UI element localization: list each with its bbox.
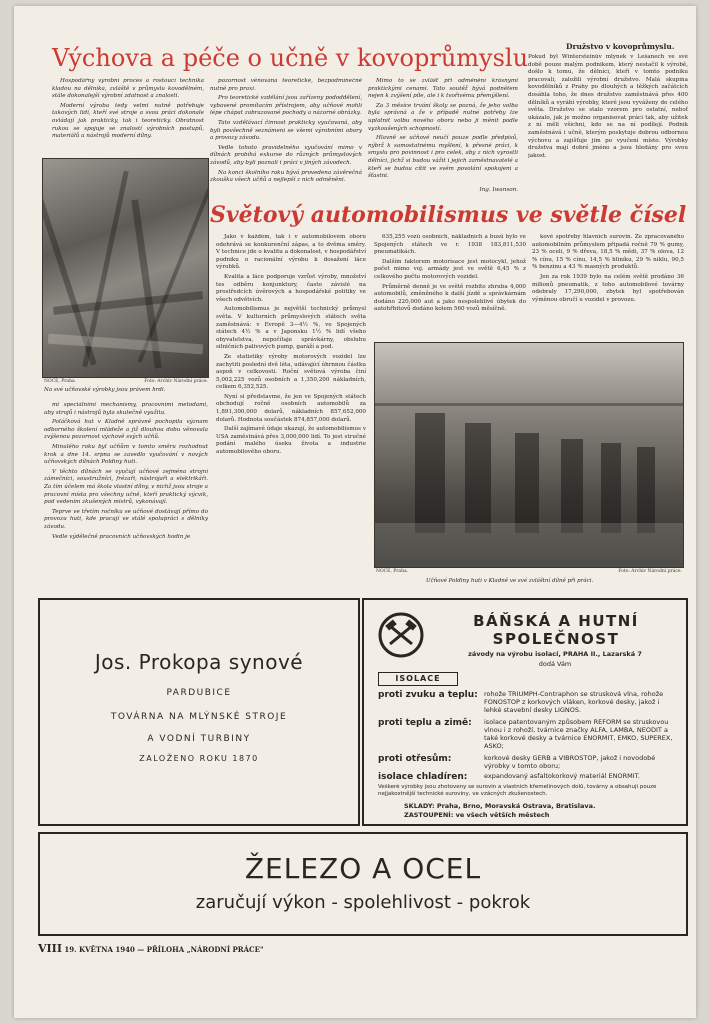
coop-title: Družstvo v kovoprůmyslu. xyxy=(566,42,675,51)
article-title-vychova: Výchova a péče o učně v kovoprůmyslu xyxy=(52,44,529,72)
photo2-caption: Učňové Poldiny huti v Kladně ve své zvláštní dílně při práci. xyxy=(426,578,594,584)
article2-col1-p4: Ze statistiky výroby motorových vozidel lze zachytiti poslední dvě léta, udávající úhrnnou částku aspoň v celkovosti. Roční světová výroba činí 5,002,225 vozů osobních a 1,350,200 nákladních, celkem 6,352,525. xyxy=(216,353,366,391)
ad-banska-title1: BÁŇSKÁ A HUTNÍ xyxy=(473,612,639,630)
ad-zelezo-headline: ŽELEZO A OCEL xyxy=(244,852,482,885)
ad-banska-branches-label: SKLADY: xyxy=(404,802,435,810)
article1-col2-p5: Na konci školního roku bývá provedena závěrečná zkouška všech učňů a nejlepší z nich odměněni. xyxy=(210,169,362,184)
article1-col1-p1: Moderní výroba tedy velmi nutně potřebuje takových lidí, kteří své stroje a svou práci dokonale ovládají jak prakticky, tak i teoreticky. Obratnost rukou se spojuje se znalostí výrobních postupů, materiálů a nástrojů moderní dílny. xyxy=(52,102,204,140)
article1-col3-p1: Mimo to se zvlášť při odměnění krásnými praktickými cenami. Tato soutěž bývá podnětem nejen k zvýšení píle, ale i k tvořivému přemýšlení. xyxy=(368,78,518,100)
page-footer xyxy=(38,942,264,955)
article1-column3 xyxy=(368,78,518,186)
article2-col2-p2: Dalším faktorem motorisace jest motocykl, jehož počet mimo voj. armády jest ve světě 6,45 % z celkového počtu motorových vozidel. xyxy=(374,258,526,280)
footer-date: 19. KVĚTNA 1940 — PŘÍLOHA „NÁRODNÍ PRÁCE" xyxy=(64,945,264,954)
ad-banska xyxy=(362,598,688,826)
ad-banska-title2: SPOLEČNOST xyxy=(492,630,620,648)
article1-col1b-p2: Poláčková hut v Kladně správně pochopila význam odborného školení mládeže a již dlouhou dobu věnovala zvýšenou pozornost výchově svých učňů. xyxy=(44,419,208,441)
article1-lead: Hospodářný výrobní proces a rostoucí technika kladou na dělníka, zvláště v průmyslu kovodělném, stále dokonalejší výrobní zdatnost a znalosti. xyxy=(52,78,204,100)
ad-banska-offer: dodá Vám xyxy=(538,660,572,668)
ad-banska-row2-text: isolace patentovaným způsobem REFORM se struskovou vlnou i z rohoží, tvárnice značky ALFA, LAMBA, NEODIT a také korkové desky a tvárnice ENORMIT, EMKO, SUPEREX, ASKO; xyxy=(484,718,673,750)
article1-column2 xyxy=(210,78,362,202)
ad-prokop-title: Jos. Prokopa synové xyxy=(94,650,304,674)
ad-zelezo xyxy=(38,832,688,936)
ad-prokop-founded: ZALOŽENO ROKU 1870 xyxy=(139,754,259,763)
article2-column2 xyxy=(374,234,526,338)
ad-banska-section: ISOLACE xyxy=(378,672,458,686)
ad-banska-row1-text: rohože TRIUMPH-Contraphon se strusková vlna, rohože FONOSTOP z korkových vláken, korkové desky, jakož i lehké stavební desky LIGNOS. xyxy=(484,690,664,714)
ad-prokop xyxy=(38,598,360,826)
ad-zelezo-slogan: zaručují výkon - spolehlivost - pokrok xyxy=(195,892,531,913)
ad-banska-row4-head: isolace chladíren: xyxy=(378,772,468,782)
ad-banska-branches-list: Praha, Brno, Moravská Ostrava, Bratislava. xyxy=(436,802,596,810)
hammer-logo-icon xyxy=(378,612,424,658)
article2-col3-p2: Jen za rok 1939 bylo na celém světě prodáno 36 milionů pneumatik, z toho automobilové továrny odebraly 17,290,000, zbytek byl spotřebován výměnou obručí u vozidel v provozu. xyxy=(532,273,684,303)
photo1-source: Foto: Archiv Národní práce. xyxy=(144,379,208,384)
ad-prokop-city: PARDUBICE xyxy=(166,688,232,698)
ad-banska-branches xyxy=(404,802,680,810)
article2-col1-p3: Automobilismus je největší technický průmysl světa. V kulturních průmyslových státech světa zaměstnává: v Evropě 3—4½ %, ve Spojených státech 4½ % a v Japonsku 1½ % lidí všeho obyvatelstva, nepočítaje správkárny, obsluhu silničních palivových pump, garáží a pod. xyxy=(216,306,366,351)
article2-column3 xyxy=(532,234,684,338)
photo1-credit: NOCE, Praha. xyxy=(44,379,77,384)
ad-banska-row2-head: proti teplu a zimě: xyxy=(378,718,472,728)
ad-banska-row4-text: expandovaný asfaltokorkový materiál ENORMIT. xyxy=(484,772,640,780)
article-title-automobilismus: Světový automobilismus ve světle čísel xyxy=(210,202,687,228)
article1-col2-p1: pozornost věnována teoretické, bezpodmínečně nutné pro praxi. xyxy=(210,78,362,92)
article1-col1b-p1: mi speciálními mechanismy, pracovními metodami, aby strojů i nástrojů byla skutečně využita. xyxy=(44,402,208,416)
newspaper-page xyxy=(14,6,696,1018)
article1-col1b-p5: Teprve ve třetím ročníku se učňové dostávají přímo do provozu huti, kde pracují ve stálé spolupráci s dělníky závodu. xyxy=(44,508,208,530)
ad-banska-subtitle: závody na výrobu isolací, PRAHA II., Lazarská 7 xyxy=(468,650,642,658)
article1-col1b-p6: Vedle výdělečně pracovních učňovských hodin je xyxy=(52,533,191,540)
article1-column1 xyxy=(52,78,204,158)
article2-col2-p3: Průměrně denně je ve světě rozbito zhruba 4,000 automobilů, změněného k další jízdě a správkárnám dodáno 220,000 aut a jako nespolehlivé úbytek do autohřbitovů dodáno kolem 560 vozů měsíčně. xyxy=(374,283,526,313)
article1-column1-continued xyxy=(44,402,208,592)
article1-col3-p2: Za 3 měsíce trvání školy se pozná, že jeho volba byla správná a že v případě nutné potřeby lze uplatnit volbu nového oboru nebo ji měnit podle vyzkoušených schopností. xyxy=(368,102,518,132)
article2-col1-p5: Nyní si představme, že jen ve Spojených státech obchodují ročně osobních automobilů za 1,891,300,000 dolarů, nákladních 857,652,000 dolarů. Hodnota součástek 874,857,000 dolarů. xyxy=(216,393,366,423)
ad-prokop-line1: TOVÁRNA NA MLÝNSKÉ STROJE xyxy=(110,712,288,722)
article2-col1-p2: Kvalita a láce podporuje vzrůst výroby, množství tes odběru konjunktury, často závislé na prostředcích úvěrových a hospodářské politiky ve všech odvětvích. xyxy=(216,273,366,303)
photo-apprentice-products xyxy=(42,158,209,378)
coop-text: Pokud byl Wintersteinův mlýnek v Lešanech ve své době pouze malým podnikem, který nestačil k výrobě, došlo k tomu, že dělníci, kteří v tomto podniku pracovali, založili výrobní družstvo. Malá skupina kovodělníků z Prahy po dlouhých a těžkých začátcích dosáhla toho, že dnes družstvo zaměstnává přes 400 dělníků a vyrábí výrobky, které jsou vyváženy do celého světa. Družstvo se stalo vzorem pro ostatní, neboť ukázalo, jak je možno organisovat práci tak, aby užitek z ní měli všichni, kdo se na ní podílejí. Podnik zaměstnává i učně, kterým poskytuje dobrou odbornou výchovu a zajišťuje jim po vyučení místo. Výrobky družstva mají dobré jméno a jsou hledány pro svou jakost. xyxy=(528,54,688,159)
article1-col1b-p3: Minulého roku byl učňům v tomto směru rozhodnut krok a dne 14. srpna se zavedlo vyučování v nových učňovských dílnách Poldiny huti. xyxy=(44,443,208,466)
article1-col2-p4: Vedle tohoto pravidelného vyučování mimo v dílnách probíhá exkurse do různých průmyslových závodů, aby byli poznali i práci v jiných závodech. xyxy=(210,144,362,166)
ad-banska-reps-label: ZASTOUPENÍ: xyxy=(404,811,454,819)
ad-banska-reps-list: ve všech větších městech xyxy=(455,811,550,819)
photo1-caption: Na své učňovské výrobky jsou právem hrdi. xyxy=(44,387,166,393)
article1-signature: Ing. Iwanson. xyxy=(479,187,518,193)
article1-col2-p3: Tato vzdělávací činnost prakticky vyučovaná, aby byli povšechně seznámeni se všemi výrobními obory a provozy závodu. xyxy=(210,119,362,142)
ad-prokop-line2: A VODNÍ TURBINY xyxy=(147,734,251,744)
ad-banska-reps xyxy=(404,811,680,819)
photo2-source: Foto: Archiv Národní práce. xyxy=(618,569,682,574)
article2-col1-p1: Jako v každém, tak i v automobilovém oboru odehrává se konkurenční zápas, a to dvěma směry. V technice jde o kvalitu a dokonalost, v hospodářství podniku o racionální výrobu k dosažení láce výrobků. xyxy=(216,234,366,271)
article1-col3-p3: Hlavně se učňové neučí pouze podle předpisů, nýbrž k samostatnému myšlení, k přesné práci, k smyslu pro povinnost i pro celek, aby z nich vyrostli dělníci, jichž si budou vážit i jejich zaměstnavatelé a kteří se budou cítit ve svém povolání spokojeni a šťastni. xyxy=(368,135,518,180)
ad-banska-row3-text: korkové desky GERB a VIBROSTOP, jakož i novodobé výrobky v tomto oboru; xyxy=(484,754,656,770)
ad-banska-row3-head: proti otřesům: xyxy=(378,754,452,764)
article1-col1b-p4: V těchto dílnách se vyučují učňové zejména strojní zámečníci, soustružníci, frézaři, nástrojaři a elektrikáři. Za tím účelem má škola vlastní dílny, v nichž jsou stroje a pracovní místa pro všechny učně, kteří praktický výcvik, pod vedením zkušených mistrů, vykonávají. xyxy=(44,468,208,506)
photo-apprentice-workshop xyxy=(374,342,684,568)
coop-box xyxy=(528,42,688,196)
article1-col2-p2: Pro teoretické vzdělání jsou zařízeny pododdělení, vybavené promítacím přístrojem, aby učňové mohli lépe chápat zobrazované pochody a názorné obrázky. xyxy=(210,95,362,117)
photo2-credit: NOCE, Praha. xyxy=(376,569,409,574)
article2-col1-p6: Další zajímavé údaje ukazují, že automobilismus v USA zaměstnává přes 3,000,000 lidí. To jest stručné podání malého úseku života a industrie automobilového oboru. xyxy=(216,426,366,456)
article2-col3-p1: kové spotřeby hlavních surovin. Ze zpracovaného automobilním průmyslem připadá ročně 79 % gumy, 23 % oceli, 9 % dřeva, 18,5 % mědi, 37 % olova, 12 % cínu, 15 % cínu, 14,5 % hliníku, 29 % niklu, 90,5 % benzinu a 43 % masných produktů. xyxy=(532,234,684,271)
page-number: VIII xyxy=(38,942,62,955)
ad-banska-row1-head: proti zvuku a teplu: xyxy=(378,690,478,700)
ad-banska-note: Veškeré výrobky jsou zhotoveny se surovin a vlastních křemelinových dolů, továrny a obsahují pouze nejjakostnější technické suroviny, ve vzácných zkušenostech. xyxy=(378,784,657,797)
article2-col2-p1: 635,255 vozů osobních, nákladních a busů bylo ve Spojených státech ve r. 1938 183,811,530 pneumatikách. xyxy=(374,234,526,256)
article2-column1 xyxy=(216,234,366,592)
